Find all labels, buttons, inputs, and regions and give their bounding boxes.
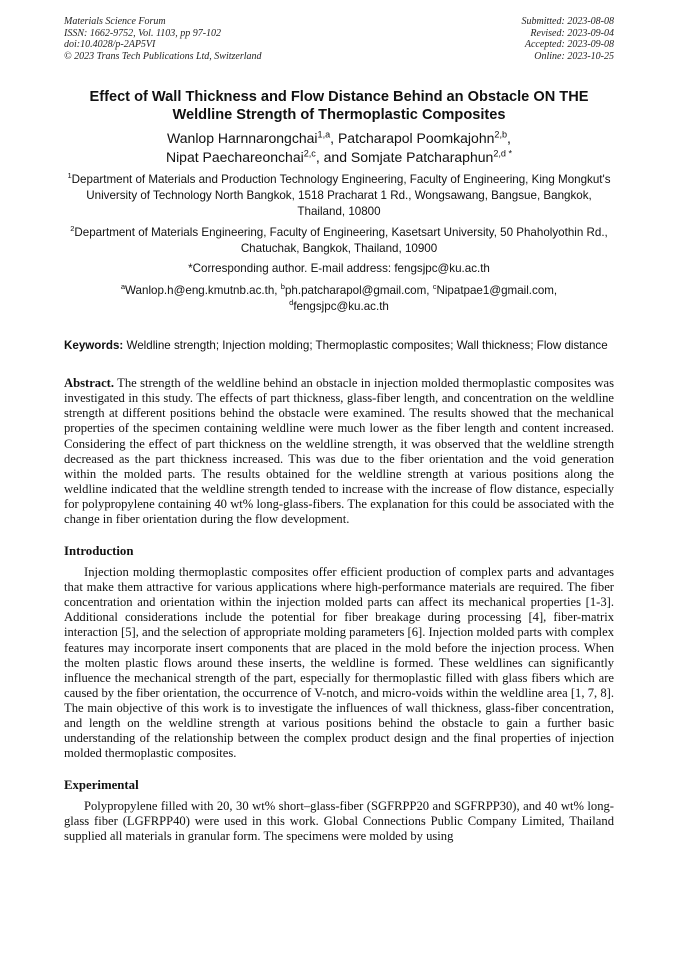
- date-submitted: Submitted: 2023-08-08: [521, 16, 614, 27]
- keywords-label: Keywords:: [64, 339, 124, 353]
- email-link[interactable]: ph.patcharapol@gmail.com,: [284, 283, 433, 297]
- email-mark: c: [432, 282, 437, 292]
- journal-info: [64, 16, 262, 62]
- author-separator: ,: [330, 130, 338, 147]
- submission-dates: [522, 16, 615, 62]
- author-name: Somjate Patcharaphun: [350, 148, 494, 165]
- author-separator: ,: [507, 130, 511, 147]
- journal-issn: ISSN: 1662-9752, Vol. 1103, pp 97-102: [64, 27, 222, 39]
- author-separator: , and: [315, 148, 351, 165]
- affiliation-text: Department of Materials and Production Technology Engineering, Faculty of Engineering, King Mongkut's University of Technology North Bangkok, 1518 Pracharat 1 Rd., Wongsawang, Bangsue, Bangkok, Thailand, 10800: [71, 173, 611, 218]
- keywords-text: Weldline strength; Injection molding; Thermoplastic composites; Wall thickness; Flow distance: [123, 339, 608, 353]
- journal-copyright: © 2023 Trans Tech Publications Ltd, Switzerland: [64, 50, 262, 62]
- introduction-paragraph: Injection molding thermoplastic composites offer efficient production of complex parts and advantages that make them attractive for various applications where high-performance materials are required. The fiber concentration and orientation within the injection molded parts can affect its mechanical properties [1-3]. Additional considerations include the potential for fiber breakage during processing [4], fiber-matrix interaction [5], and the selection of appropriate molding parameters [6]. Injection molded parts with complex features may incorporate insert components that are placed in the mold before the injection process. When the molten plastic flows around these inserts, the weldline is formed. These weldlines can significantly influence the mechanical strength of the part, especially for thermoplastic filled with glass fibers which are caused by the fiber orientation, the occurrence of V-notch, and micro-voids within the weldline area [1, 7, 8]. The main objective of this work is to investigate the influences of wall thickness, glass-fiber concentration, and length on the weldline strength at various positions behind the obstacle to gain a further basic understanding of the relationship between the complex product design and the final properties of injection molded thermoplastic composites.: [64, 565, 614, 761]
- email-link[interactable]: Nipatpae1@gmail.com,: [436, 283, 558, 297]
- author-affiliation-mark: 2,b: [494, 129, 508, 140]
- email-mark: b: [280, 282, 285, 292]
- abstract: [64, 376, 614, 527]
- journal-name: Materials Science Forum: [64, 16, 166, 27]
- email-mark: a: [120, 282, 126, 292]
- author-affiliation-mark: 1,a: [317, 129, 331, 140]
- affiliation-mark: 2: [70, 224, 75, 234]
- affiliation-text: Department of Materials Engineering, Faculty of Engineering, Kasetsart University, 50 Phaholyothin Rd., Chatuchak, Bangkok, Thailand, 10900: [74, 226, 608, 255]
- abstract-text: The strength of the weldline behind an obstacle in injection molded thermoplastic composites was investigated in this study. The effects of part thickness, glass-fiber length, and concentration on the weldline strength at different positions behind the obstacle were examined. The results showed that the mechanical properties of the specimen containing weldline were much lower as the fiber length and content increased. Considering the effect of part thickness on the weldline strength, it was observed that the weldline strength decreased as the part thickness increased. This was due to the fiber orientation and the void generation within the molded parts. The results obtained for the weldline strength at various positions along the weldline indicated that the weldline strength tended to increase with the increase of flow distance, especially for polypropylene containing 40 wt% long-glass-fibers. The explanation for this could be associated with the change in fiber orientation during the flow development.: [64, 376, 614, 526]
- author-name: Patcharapol Poomkajohn: [337, 130, 495, 147]
- section-heading-introduction: Introduction: [64, 544, 134, 559]
- affiliation-2: [64, 225, 614, 256]
- journal-header: [64, 16, 614, 62]
- date-online: Online: 2023-10-25: [534, 50, 614, 62]
- author-affiliation-mark: 2,c: [303, 148, 316, 159]
- date-accepted: Accepted: 2023-09-08: [524, 39, 614, 51]
- abstract-label: Abstract.: [64, 376, 115, 391]
- affiliation-mark: 1: [67, 171, 72, 181]
- affiliation-1: [64, 172, 614, 219]
- author-name: Nipat Paechareonchai: [165, 148, 304, 165]
- section-heading-experimental: Experimental: [64, 778, 139, 793]
- paper-title: Effect of Wall Thickness and Flow Distance Behind an Obstacle ON THE Weldline Strength of Thermoplastic Composites: [89, 89, 589, 124]
- journal-doi: doi:10.4028/p-2AP5VI: [64, 39, 156, 51]
- email-link[interactable]: fengsjpc@ku.ac.th: [293, 299, 389, 313]
- date-revised: Revised: 2023-09-04: [530, 27, 614, 39]
- author-emails: [64, 283, 614, 314]
- email-mark: d: [289, 297, 294, 307]
- author-affiliation-mark: 2,d *: [493, 148, 513, 159]
- corresponding-author: *Corresponding author. E-mail address: fengsjpc@ku.ac.th: [188, 262, 490, 276]
- author-list: [64, 129, 614, 166]
- keywords: [64, 338, 614, 353]
- author-name: Wanlop Harnnarongchai: [167, 130, 318, 147]
- email-link[interactable]: Wanlop.h@eng.kmutnb.ac.th,: [125, 283, 281, 297]
- experimental-paragraph: Polypropylene filled with 20, 30 wt% short–glass-fiber (SGFRPP20 and SGFRPP30), and 40 wt% long-glass fiber (LGFRPP40) were used in this work. Global Connections Public Company Limited, Thailand supplied all materials in granular form. The specimens were molded by using: [64, 799, 614, 844]
